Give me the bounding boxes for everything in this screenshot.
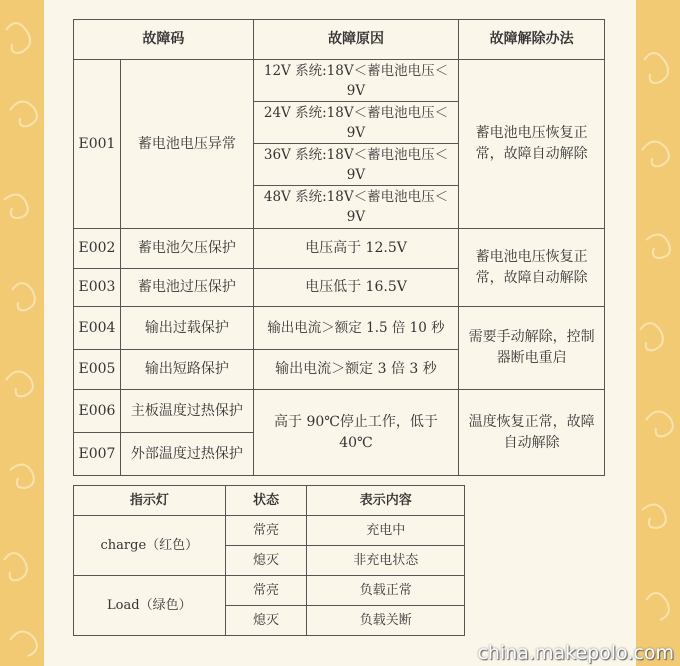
header-code: 故障码: [74, 20, 254, 60]
indicator-light: Load（绿色）: [74, 576, 226, 636]
table-row: [74, 229, 605, 269]
fault-code: E005: [74, 350, 121, 390]
fault-cause: 电压低于 16.5V: [253, 269, 459, 307]
indicator-state: 常亮: [225, 516, 307, 546]
fault-cause: 输出电流＞额定 1.5 倍 10 秒: [253, 307, 459, 350]
table-row: [74, 516, 465, 546]
fault-cause: 高于 90℃停止工作，低于 40℃: [253, 390, 459, 476]
table-row: [74, 576, 465, 606]
watermark: china.makepolo.com: [477, 642, 674, 664]
content-panel: [44, 0, 636, 666]
fault-code-table: [73, 19, 605, 476]
header-fix: 故障解除办法: [459, 20, 605, 60]
table-row: [74, 60, 605, 102]
fault-code: E007: [74, 433, 121, 476]
cloud-pattern-icon: [636, 0, 680, 666]
fault-code: E002: [74, 229, 121, 269]
fault-name: 蓄电池欠压保护: [120, 229, 253, 269]
indicator-meaning: 负载正常: [307, 576, 465, 606]
fault-name: 蓄电池电压异常: [120, 60, 253, 229]
table-row: [74, 307, 605, 350]
table-header-row: [74, 486, 465, 516]
header-meaning: 表示内容: [307, 486, 465, 516]
fault-code: E004: [74, 307, 121, 350]
fault-name: 外部温度过热保护: [120, 433, 253, 476]
fault-cause: 12V 系统:18V＜蓄电池电压＜9V: [253, 60, 459, 102]
fault-code: E001: [74, 60, 121, 229]
fault-code: E006: [74, 390, 121, 433]
fault-name: 输出短路保护: [120, 350, 253, 390]
indicator-state: 熄灭: [225, 606, 307, 636]
table-row: [74, 390, 605, 433]
decorative-border-left: [0, 0, 44, 666]
fault-fix: 蓄电池电压恢复正常，故障自动解除: [459, 229, 605, 307]
indicator-meaning: 非充电状态: [307, 546, 465, 576]
indicator-table: [73, 485, 465, 636]
header-light: 指示灯: [74, 486, 226, 516]
table-header-row: [74, 20, 605, 60]
fault-cause: 36V 系统:18V＜蓄电池电压＜9V: [253, 144, 459, 186]
indicator-light: charge（红色）: [74, 516, 226, 576]
fault-name: 主板温度过热保护: [120, 390, 253, 433]
header-cause: 故障原因: [253, 20, 459, 60]
indicator-state: 熄灭: [225, 546, 307, 576]
fault-fix: 温度恢复正常，故障自动解除: [459, 390, 605, 476]
fault-name: 蓄电池过压保护: [120, 269, 253, 307]
header-state: 状态: [225, 486, 307, 516]
fault-fix: 需要手动解除，控制器断电重启: [459, 307, 605, 390]
cloud-pattern-icon: [0, 0, 44, 666]
fault-cause: 电压高于 12.5V: [253, 229, 459, 269]
decorative-border-right: [636, 0, 680, 666]
indicator-meaning: 负载关断: [307, 606, 465, 636]
fault-cause: 48V 系统:18V＜蓄电池电压＜9V: [253, 186, 459, 229]
indicator-meaning: 充电中: [307, 516, 465, 546]
fault-cause: 24V 系统:18V＜蓄电池电压＜9V: [253, 102, 459, 144]
fault-name: 输出过载保护: [120, 307, 253, 350]
indicator-state: 常亮: [225, 576, 307, 606]
fault-fix: 蓄电池电压恢复正常，故障自动解除: [459, 60, 605, 229]
fault-code: E003: [74, 269, 121, 307]
fault-cause: 输出电流＞额定 3 倍 3 秒: [253, 350, 459, 390]
